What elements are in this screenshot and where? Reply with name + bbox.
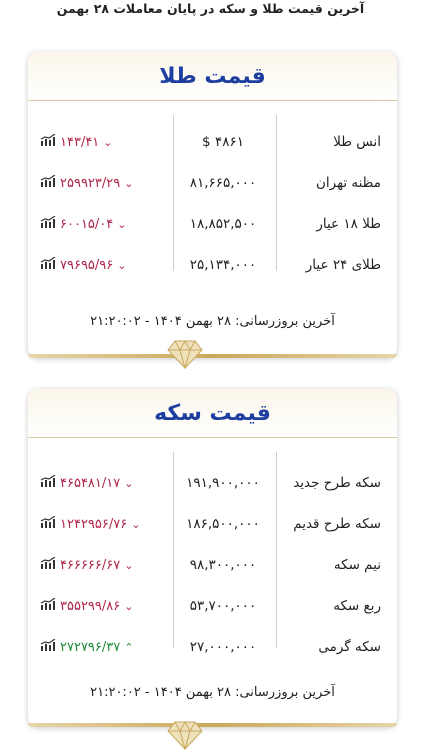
chart-icon-wrap[interactable] [40, 557, 56, 573]
page-headline: آخرین قیمت طلا و سکه در پایان معاملات ۲۸ بهمن [56, 1, 365, 16]
change-value: ۱۲۴۲۹۵۶/۷۶ [60, 516, 128, 532]
item-price: ۴۸۶۱ $ [202, 134, 244, 150]
item-change [40, 134, 113, 150]
change-value: ۶۰۰۱۵/۰۴ [60, 216, 114, 232]
price-row [28, 131, 397, 155]
coin-card-bottom-border [28, 723, 397, 727]
gold-last-update: آخرین بروزرسانی: ۲۸ بهمن ۱۴۰۴ - ۲۱:۲۰:۰۲ [90, 314, 335, 329]
chart-icon[interactable] [40, 516, 56, 528]
change-value: ۴۶۵۴۸۱/۱۷ [60, 475, 121, 491]
item-name: مظنه تهران [315, 175, 381, 191]
item-change [40, 598, 133, 614]
chart-icon-wrap[interactable] [40, 216, 56, 232]
chevron-down-icon: ⌄ [124, 558, 134, 572]
item-name: نیم سکه [333, 557, 381, 573]
chart-icon-wrap[interactable] [40, 175, 56, 191]
chevron-down-icon: ⌄ [103, 135, 113, 149]
price-row [28, 254, 397, 278]
item-price: ۱۸,۸۵۲,۵۰۰ [189, 216, 257, 232]
price-row [28, 554, 397, 578]
gold-card-title: قیمت طلا [28, 52, 397, 101]
item-change [40, 516, 140, 532]
chevron-up-icon: ⌃ [124, 640, 134, 654]
chart-icon-wrap[interactable] [40, 639, 56, 655]
chart-icon-wrap[interactable] [40, 516, 56, 532]
chart-icon-wrap[interactable] [40, 134, 56, 150]
price-row [28, 472, 397, 496]
chart-icon[interactable] [40, 598, 56, 610]
item-change [40, 639, 133, 655]
chart-icon[interactable] [40, 639, 56, 651]
item-price: ۸۱,۶۶۵,۰۰۰ [189, 175, 257, 191]
chart-icon-wrap[interactable] [40, 598, 56, 614]
chevron-down-icon: ⌄ [124, 476, 134, 490]
item-name: ربع سکه [333, 598, 381, 614]
item-price: ۲۷,۰۰۰,۰۰۰ [189, 639, 257, 655]
chart-icon[interactable] [40, 134, 56, 146]
item-name: سکه طرح جدید [293, 475, 381, 491]
gold-price-card [28, 52, 397, 358]
item-price: ۹۸,۳۰۰,۰۰۰ [189, 557, 257, 573]
item-change [40, 557, 133, 573]
chevron-down-icon: ⌄ [124, 599, 134, 613]
price-row [28, 636, 397, 660]
item-name: طلا ۱۸ عیار [316, 216, 381, 232]
price-row [28, 213, 397, 237]
price-row [28, 513, 397, 537]
item-name: سکه گرمی [318, 639, 381, 655]
diamond-icon [167, 339, 203, 369]
chevron-down-icon: ⌄ [117, 217, 127, 231]
item-change [40, 475, 133, 491]
chevron-down-icon: ⌄ [124, 176, 134, 190]
chevron-down-icon: ⌄ [131, 517, 141, 531]
chevron-down-icon: ⌄ [117, 258, 127, 272]
diamond-icon [167, 720, 203, 750]
item-price: ۱۸۶,۵۰۰,۰۰۰ [186, 516, 260, 532]
price-row [28, 595, 397, 619]
chart-icon-wrap[interactable] [40, 475, 56, 491]
item-name: انس طلا [333, 134, 381, 150]
item-name: طلای ۲۴ عیار [305, 257, 381, 273]
item-change [40, 257, 126, 273]
change-value: ۱۴۳/۴۱ [60, 134, 100, 150]
chart-icon[interactable] [40, 216, 56, 228]
item-price: ۵۳,۷۰۰,۰۰۰ [189, 598, 257, 614]
change-value: ۲۵۹۹۲۳/۲۹ [60, 175, 121, 191]
coin-price-card [28, 389, 397, 727]
chart-icon-wrap[interactable] [40, 257, 56, 273]
item-price: ۲۵,۱۳۴,۰۰۰ [189, 257, 257, 273]
change-value: ۴۶۶۶۶۶/۶۷ [60, 557, 121, 573]
change-value: ۳۵۵۲۹۹/۸۶ [60, 598, 121, 614]
chart-icon[interactable] [40, 175, 56, 187]
coin-last-update: آخرین بروزرسانی: ۲۸ بهمن ۱۴۰۴ - ۲۱:۲۰:۰۲ [90, 685, 335, 700]
change-value: ۲۷۲۷۹۶/۳۷ [60, 639, 121, 655]
gold-price-table [28, 101, 397, 301]
item-change [40, 216, 126, 232]
item-price: ۱۹۱,۹۰۰,۰۰۰ [186, 475, 260, 491]
chart-icon[interactable] [40, 257, 56, 269]
chart-icon[interactable] [40, 475, 56, 487]
item-name: سکه طرح قدیم [293, 516, 381, 532]
coin-price-table [28, 438, 397, 678]
chart-icon[interactable] [40, 557, 56, 569]
price-row [28, 172, 397, 196]
coin-card-title: قیمت سکه [28, 389, 397, 438]
item-change [40, 175, 133, 191]
change-value: ۷۹۶۹۵/۹۶ [60, 257, 114, 273]
gold-card-bottom-border [28, 354, 397, 358]
